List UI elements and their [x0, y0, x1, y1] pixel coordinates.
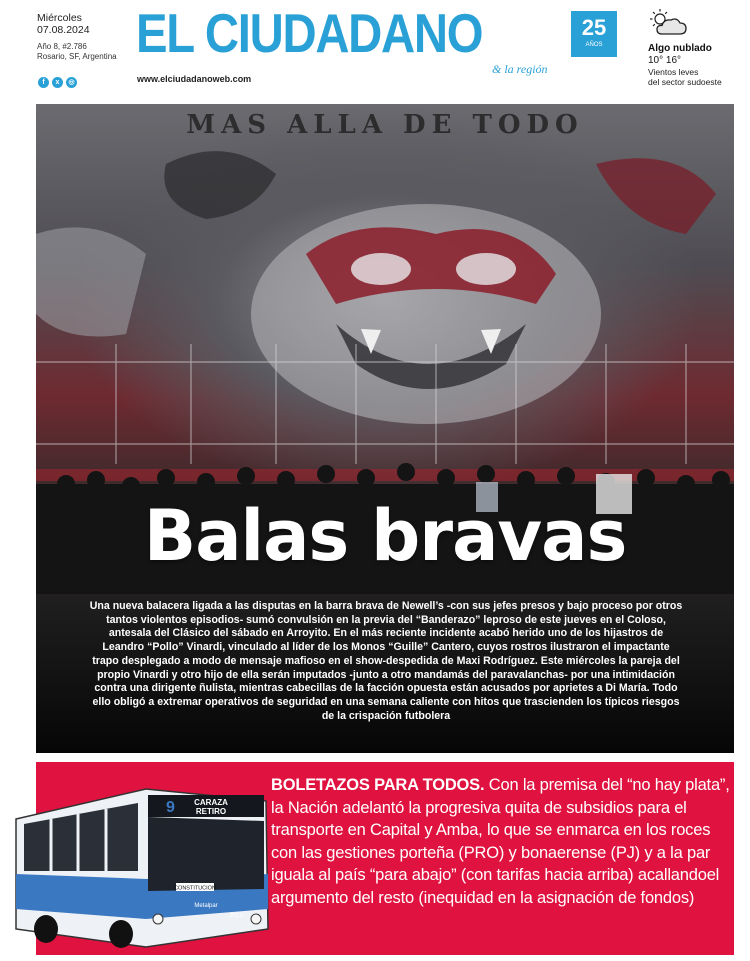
secondary-story-kicker: BOLETAZOS PARA TODOS.: [271, 776, 485, 794]
newspaper-logo[interactable]: EL CIUDADANO: [136, 2, 483, 64]
lead-headline[interactable]: [36, 496, 734, 576]
secondary-story-text: [271, 774, 731, 909]
edition-date: 07.08.2024: [37, 24, 90, 36]
weather-wind-line-2: del sector sudoeste: [648, 77, 722, 87]
weather-temperatures: 10° 16°: [648, 55, 682, 66]
bus-windshield-sign: CONSTITUCION: [174, 885, 216, 892]
bus-photo: [6, 779, 272, 949]
website-link[interactable]: www.elciudadanoweb.com: [137, 74, 252, 84]
region-tagline: & la región: [492, 62, 548, 76]
issue-number: Año 8, #2.786: [37, 42, 87, 51]
bus-number: 9013: [229, 913, 243, 919]
bus-destination-2: RETIRO: [195, 807, 227, 816]
edition-place: Rosario, SF, Argentina: [37, 52, 117, 61]
sun-cloud-icon: [648, 8, 692, 38]
anniversary-badge: [571, 11, 617, 57]
lead-story-photo[interactable]: [36, 104, 734, 753]
weather-condition: Algo nublado: [648, 43, 712, 54]
bus-line-number: 9: [166, 799, 175, 816]
lead-body: Una nueva balacera ligada a las disputas en la barra brava de Newell’s -con sus jefes presos y bajo proceso por otros tantos violentos episodios- sumó convulsión en la previa del “Banderazo” leproso de este jueves en el Coloso, antesala del Clásico del sábado en Arroyito. En el más reciente incidente acabó herido uno de los hijastros de Leandro “Pollo” Vinardi, vinculado al líder de los Monos “Guille” Cantero, cuyos rostros ilustraron el impactante trapo desplegado a modo de mensaje mafioso en el show-despedida de Maxi Rodríguez. Este miércoles la pareja del propio Vinardi y otro hijo de ella serán imputados -junto a otro mandamás del paravalanchas- por una intimidación contra una dirigente ñulista, mientras cabecillas de la facción opuesta están acusados por aprietes a Di María. Todo ello obligó a extremar operativos de seguridad en una semana caliente con hitos que trascienden los típicos riesgos de la crispación futbolera: [89, 600, 683, 722]
x-icon[interactable]: x: [52, 77, 63, 88]
bus-brand: Metalpar: [194, 903, 218, 909]
weather-wind-line-1: Vientos leves: [648, 67, 699, 77]
lead-headline-text: Balas bravas: [143, 495, 627, 577]
anniversary-number: 25: [581, 15, 607, 40]
secondary-story-body: Con la premisa del “no hay plata”, la Nación adelantó la progresiva quita de subsidios para el transporte en Capital y Amba, lo que se enmarca en los roces con las gestiones porteña (PRO) y bonaerense (PJ) y a la par iguala al país “para abajo” (con tarifas hacia arriba) acallandoel argumento del resto (inequidad en la asignación de fondos): [271, 776, 730, 907]
weather-box: [648, 8, 748, 87]
date-block: [37, 12, 137, 62]
facebook-icon[interactable]: f: [38, 77, 49, 88]
anniversary-label: AÑOS: [585, 42, 603, 48]
bus-destination: CARAZA: [194, 798, 228, 807]
edition-day: Miércoles: [37, 12, 82, 24]
social-links: [38, 77, 77, 88]
instagram-icon[interactable]: ◎: [66, 77, 77, 88]
fan-banner-text: MAS ALLA DE TODO: [186, 110, 584, 140]
